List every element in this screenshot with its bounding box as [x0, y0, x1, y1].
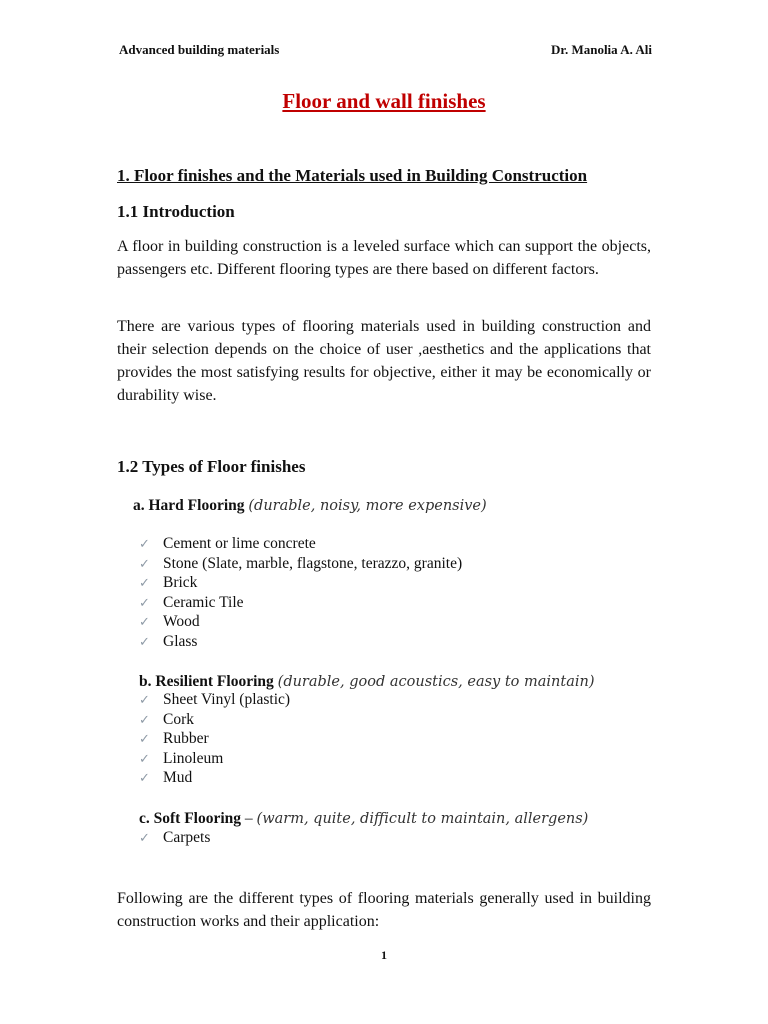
header-course-title: Advanced building materials: [119, 42, 280, 57]
document-title: Floor and wall finishes: [282, 89, 486, 113]
soft-flooring-heading: [139, 810, 588, 828]
list-item: ✓ Carpets: [139, 828, 210, 848]
list-item: ✓ Wood: [139, 612, 462, 632]
types-heading: 1.2 Types of Floor finishes: [117, 457, 306, 476]
page-number: 1: [381, 948, 387, 962]
list-item: ✓ Sheet Vinyl (plastic): [139, 690, 290, 710]
list-item: ✓ Stone (Slate, marble, flagstone, terazzo, granite): [139, 554, 462, 574]
hard-flooring-label: Hard Flooring: [148, 497, 245, 514]
list-item: ✓ Brick: [139, 573, 462, 593]
check-mark-icon: ✓: [139, 615, 150, 630]
intro-paragraph-1: A floor in building construction is a leveled surface which can support the objects, passengers etc. Different flooring types are there based on different factors.: [117, 238, 651, 278]
resilient-flooring-heading: [139, 673, 595, 691]
soft-flooring-description: (warm, quite, difficult to maintain, allergens): [256, 811, 589, 827]
list-item: ✓ Glass: [139, 632, 462, 652]
list-item: ✓ Cork: [139, 710, 290, 730]
list-marker: b.: [139, 673, 152, 690]
soft-flooring-list: [139, 828, 210, 848]
resilient-flooring-list: [139, 690, 290, 788]
check-mark-icon: ✓: [139, 537, 150, 552]
list-item: ✓ Rubber: [139, 729, 290, 749]
list-item: ✓ Mud: [139, 768, 290, 788]
introduction-heading: 1.1 Introduction: [117, 202, 235, 221]
check-mark-icon: ✓: [139, 595, 150, 611]
hard-flooring-description: (durable, noisy, more expensive): [248, 498, 487, 514]
hard-flooring-list: [139, 534, 462, 651]
check-mark-icon: ✓: [139, 771, 150, 786]
soft-flooring-dash: –: [244, 810, 253, 827]
check-mark-icon: ✓: [139, 712, 150, 728]
list-marker: c.: [139, 810, 150, 827]
following-paragraph: Following are the different types of flooring materials generally used in building construction works and their application:: [117, 890, 651, 930]
resilient-flooring-label: Resilient Flooring: [155, 673, 274, 690]
list-item: ✓ Ceramic Tile: [139, 593, 462, 613]
list-item: ✓ Linoleum: [139, 749, 290, 769]
intro-paragraph-2: There are various types of flooring materials used in building construction and their selection depends on the choice of user ,aesthetics and the applications that provides the most satisfying results for objective, either it may be economically or durability wise.: [117, 318, 651, 404]
check-mark-icon: ✓: [139, 831, 150, 846]
check-mark-icon: ✓: [139, 576, 150, 591]
check-mark-icon: ✓: [139, 693, 150, 708]
check-mark-icon: ✓: [139, 634, 150, 650]
header-author: Dr. Manolia A. Ali: [550, 42, 652, 57]
list-item: ✓ Cement or lime concrete: [139, 534, 462, 554]
check-mark-icon: ✓: [139, 556, 150, 572]
hard-flooring-heading: [133, 497, 487, 515]
check-mark-icon: ✓: [139, 732, 150, 747]
list-marker: a.: [133, 497, 145, 514]
section-heading: 1. Floor finishes and the Materials used in Building Construction: [117, 166, 588, 185]
resilient-flooring-description: (durable, good acoustics, easy to maintain): [277, 674, 595, 690]
check-mark-icon: ✓: [139, 751, 150, 767]
soft-flooring-label: Soft Flooring: [153, 810, 242, 827]
